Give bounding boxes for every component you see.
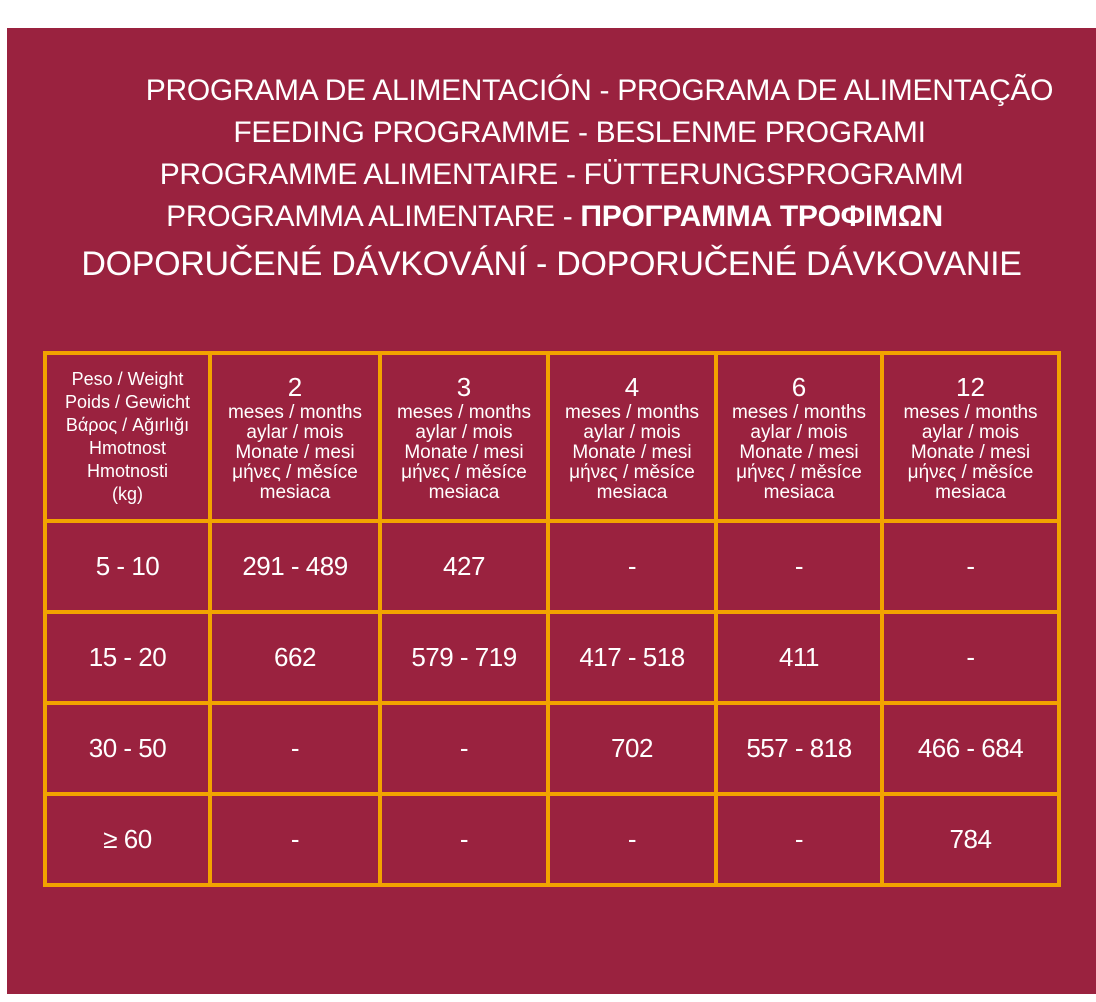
- heading-line-2: FEEDING PROGRAMME - BESLENME PROGRAMI: [233, 116, 926, 149]
- amount-cell: 579 - 719: [380, 612, 548, 703]
- amount-cell: 702: [548, 703, 716, 794]
- feeding-table: [43, 351, 1061, 887]
- age-unit-line: Monate / mesi: [910, 442, 1031, 463]
- age-unit-line: Monate / mesi: [235, 442, 355, 463]
- weight-header-line: Peso / Weight: [71, 369, 184, 389]
- heading-line-3: PROGRAMME ALIMENTAIRE - FÜTTERUNGSPROGRAMM: [159, 158, 964, 191]
- age-number: 12: [956, 372, 985, 402]
- age-unit-line: μήνες / měsíce: [569, 462, 695, 483]
- age-number: 3: [456, 372, 472, 402]
- weight-cell: 15 - 20: [45, 612, 210, 703]
- age-unit-line: mesiaca: [935, 482, 1006, 503]
- amount-cell: -: [210, 794, 380, 885]
- weight-header-line: Βάρος / Ağırlığı: [65, 415, 190, 435]
- table-row: [45, 521, 1059, 612]
- age-unit-line: meses / months: [396, 402, 532, 423]
- amount-cell: -: [210, 703, 380, 794]
- age-unit-line: meses / months: [227, 402, 363, 423]
- amount-cell: -: [716, 521, 882, 612]
- heading-block: [7, 70, 1096, 288]
- heading-line-4-regular: PROGRAMMA ALIMENTARE -: [166, 200, 581, 233]
- amount-cell: -: [716, 794, 882, 885]
- weight-header-line: Hmotnosti: [86, 461, 169, 481]
- age-unit-line: mesiaca: [596, 482, 668, 503]
- weight-header-line: Poids / Gewicht: [64, 392, 191, 412]
- age-unit-line: μήνες / měsíce: [907, 462, 1034, 483]
- amount-cell: 417 - 518: [548, 612, 716, 703]
- heading-line-4: [7, 196, 1096, 238]
- age-unit-line: meses / months: [564, 402, 700, 423]
- weight-header-cell: [45, 353, 210, 521]
- age-unit-line: aylar / mois: [750, 422, 848, 443]
- age-unit-line: μήνες / měsíce: [232, 462, 358, 483]
- age-unit-line: mesiaca: [428, 482, 500, 503]
- age-header-cell: [380, 353, 548, 521]
- amount-cell: 662: [210, 612, 380, 703]
- age-number: 2: [287, 372, 303, 402]
- age-header-cell: [548, 353, 716, 521]
- heading-line-4-bold: ΠΡΟΓΡΑΜΜΑ ΤΡΟΦΙΜΩΝ: [580, 200, 943, 233]
- weight-header-line: Hmotnost: [88, 438, 167, 458]
- amount-cell: -: [882, 521, 1059, 612]
- table-row: [45, 703, 1059, 794]
- age-unit-line: Monate / mesi: [572, 442, 692, 463]
- age-unit-line: Monate / mesi: [404, 442, 524, 463]
- table-row: [45, 794, 1059, 885]
- table-header-row: [45, 353, 1059, 521]
- amount-cell: -: [548, 794, 716, 885]
- age-unit-line: μήνες / měsíce: [736, 462, 862, 483]
- heading-line-1: PROGRAMA DE ALIMENTACIÓN - PROGRAMA DE ALIMENTAÇÃO: [145, 74, 1054, 107]
- age-unit-line: aylar / mois: [246, 422, 344, 443]
- heading-line-5: DOPORUČENÉ DÁVKOVÁNÍ - DOPORUČENÉ DÁVKOVANIE: [81, 245, 1022, 283]
- age-unit-line: meses / months: [731, 402, 867, 423]
- age-number: 4: [624, 372, 640, 402]
- weight-cell: 5 - 10: [45, 521, 210, 612]
- amount-cell: -: [548, 521, 716, 612]
- weight-cell: ≥ 60: [45, 794, 210, 885]
- age-unit-line: aylar / mois: [583, 422, 681, 443]
- age-unit-line: Monate / mesi: [739, 442, 859, 463]
- amount-cell: -: [380, 794, 548, 885]
- table-row: [45, 612, 1059, 703]
- amount-cell: 411: [716, 612, 882, 703]
- age-number: 6: [791, 372, 807, 402]
- age-header-cell: [210, 353, 380, 521]
- age-unit-line: meses / months: [903, 402, 1038, 423]
- age-unit-line: aylar / mois: [415, 422, 513, 443]
- age-unit-line: μήνες / měsíce: [401, 462, 527, 483]
- age-header-cell: [882, 353, 1059, 521]
- amount-cell: 427: [380, 521, 548, 612]
- amount-cell: 784: [882, 794, 1059, 885]
- amount-cell: -: [380, 703, 548, 794]
- weight-cell: 30 - 50: [45, 703, 210, 794]
- weight-header-line: (kg): [112, 484, 143, 504]
- age-unit-line: mesiaca: [259, 482, 331, 503]
- age-header-cell: [716, 353, 882, 521]
- amount-cell: 466 - 684: [882, 703, 1059, 794]
- amount-cell: 557 - 818: [716, 703, 882, 794]
- amount-cell: 291 - 489: [210, 521, 380, 612]
- amount-cell: -: [882, 612, 1059, 703]
- age-unit-line: aylar / mois: [921, 422, 1020, 443]
- age-unit-line: mesiaca: [763, 482, 835, 503]
